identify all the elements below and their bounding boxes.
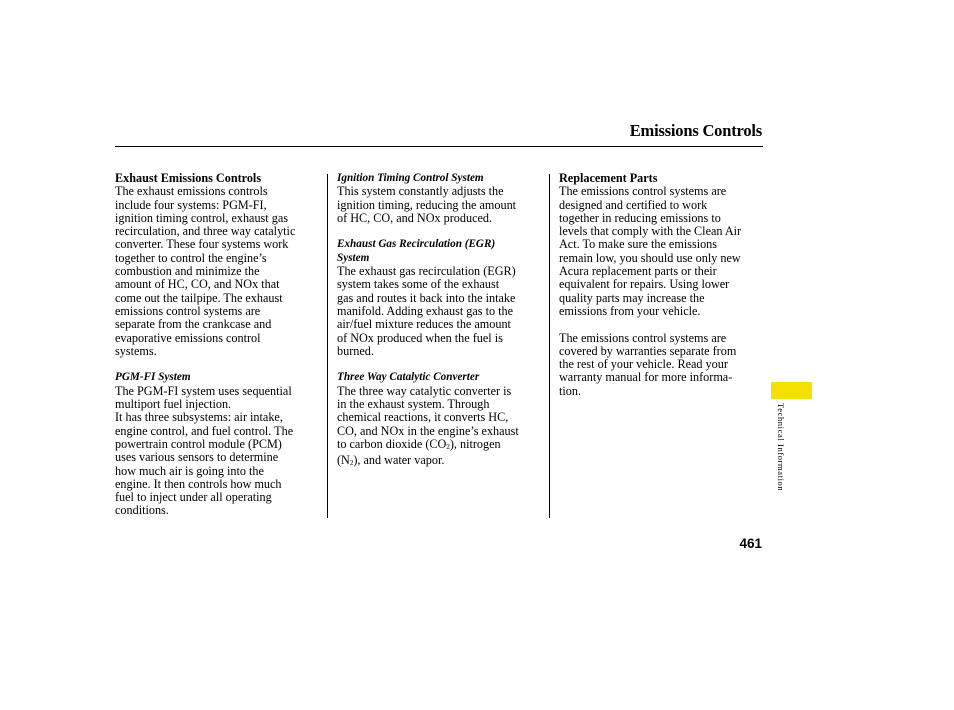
heading-replacement-parts: Replacement Parts: [559, 171, 658, 185]
text-line: This system constantly adjusts the: [337, 184, 504, 199]
text-line: The three way catalytic converter is: [337, 383, 512, 398]
text-line: multiport fuel injection.: [115, 397, 232, 412]
subheading-ignition-timing: Ignition Timing Control System: [337, 172, 484, 184]
text-line: ignition timing, reducing the amount: [337, 197, 517, 212]
column-divider: [327, 174, 328, 518]
paragraph-ignition-timing: [337, 185, 542, 225]
text-line: quality parts may increase the: [559, 290, 705, 305]
text-fragment: ), nitrogen: [449, 436, 501, 451]
heading-exhaust-emissions-controls: Exhaust Emissions Controls: [115, 171, 262, 185]
text-line: It has three subsystems: air intake,: [115, 410, 283, 425]
text-line: Acura replacement parts or their: [559, 264, 717, 279]
text-line: system takes some of the exhaust: [337, 277, 500, 292]
paragraph-replacement-parts: [559, 185, 764, 318]
subheading-egr-line1: Exhaust Gas Recirculation (EGR): [337, 238, 496, 251]
text-line: systems.: [115, 343, 157, 358]
paragraph-pgm-fi: [115, 385, 320, 518]
text-line: emissions from your vehicle.: [559, 303, 701, 318]
paragraph-exhaust-emissions: [115, 185, 320, 358]
text-line: how much air is going into the: [115, 463, 264, 478]
text-line: gas and routes it back into the intake: [337, 290, 516, 305]
subscript: 2: [349, 459, 354, 468]
text-line: burned.: [337, 343, 374, 358]
text-line: powertrain control module (PCM): [115, 436, 282, 451]
text-line: ignition timing control, exhaust gas: [115, 210, 288, 225]
column-ignition-egr-catalytic: [337, 172, 542, 471]
text-fragment: to carbon dioxide (CO: [337, 436, 447, 451]
text-line: amount of HC, CO, and NOx that: [115, 277, 280, 292]
text-line: combustion and minimize the: [115, 264, 260, 279]
text-line: The exhaust emissions controls: [115, 184, 268, 199]
text-line: converter. These four systems work: [115, 237, 289, 252]
text-line: recirculation, and three way catalytic: [115, 224, 296, 239]
text-line: emissions control systems are: [115, 303, 261, 318]
column-exhaust-emissions: [115, 172, 320, 518]
subheading-egr-line2: System: [337, 251, 370, 264]
title-rule: [115, 146, 763, 147]
text-line: separate from the crankcase and: [115, 317, 272, 332]
paragraph-egr: [337, 265, 542, 358]
section-side-label: Technical Information: [776, 403, 786, 492]
text-line: covered by warranties separate from: [559, 343, 737, 358]
text-line: [337, 453, 444, 467]
text-fragment: ), and water vapor.: [353, 453, 445, 468]
text-line: The emissions control systems are: [559, 330, 727, 345]
text-line: CO, and NOx in the engine’s exhaust: [337, 423, 519, 438]
page-number: 461: [739, 536, 762, 551]
text-line: fuel to inject under all operating: [115, 490, 272, 505]
text-line: come out the tailpipe. The exhaust: [115, 290, 283, 305]
text-line: tion.: [559, 383, 582, 398]
text-line: evaporative emissions control: [115, 330, 261, 345]
section-tab-marker: [771, 382, 812, 399]
text-line: remain low, you should use only new: [559, 250, 741, 265]
subheading-pgm-fi-system: PGM-FI System: [115, 371, 191, 384]
paragraph-warranty: [559, 332, 764, 398]
text-line: together to control the engine’s: [115, 250, 267, 265]
text-line: of HC, CO, and NOx produced.: [337, 210, 493, 225]
text-line: in the exhaust system. Through: [337, 397, 490, 412]
text-fragment: (N: [337, 453, 350, 468]
column-replacement-parts: [559, 172, 764, 398]
text-line: engine control, and fuel control. The: [115, 423, 294, 438]
subscript: 2: [446, 442, 450, 451]
text-line: chemical reactions, it converts HC,: [337, 410, 509, 425]
text-line: levels that comply with the Clean Air: [559, 224, 742, 239]
text-line: uses various sensors to determine: [115, 450, 279, 465]
text-line: The emissions control systems are: [559, 184, 727, 199]
text-line: manifold. Adding exhaust gas to the: [337, 303, 514, 318]
text-line: the rest of your vehicle. Read your: [559, 357, 728, 372]
text-line: together in reducing emissions to: [559, 210, 721, 225]
text-line: The PGM-FI system uses sequential: [115, 383, 292, 398]
text-line: engine. It then controls how much: [115, 476, 282, 491]
text-line: warranty manual for more informa-: [559, 370, 733, 385]
text-line: of NOx produced when the fuel is: [337, 330, 503, 345]
subheading-three-way-catalytic: Three Way Catalytic Converter: [337, 371, 480, 384]
text-line: conditions.: [115, 503, 169, 518]
text-line: designed and certified to work: [559, 197, 708, 212]
paragraph-catalytic-converter: [337, 385, 542, 471]
text-line: [337, 437, 501, 451]
page-title: Emissions Controls: [629, 121, 762, 140]
text-line: Act. To make sure the emissions: [559, 237, 718, 252]
column-divider: [549, 174, 550, 518]
text-line: The exhaust gas recirculation (EGR): [337, 264, 516, 279]
text-line: equivalent for repairs. Using lower: [559, 277, 730, 292]
text-line: include four systems: PGM-FI,: [115, 197, 267, 212]
text-line: air/fuel mixture reduces the amount: [337, 317, 511, 332]
